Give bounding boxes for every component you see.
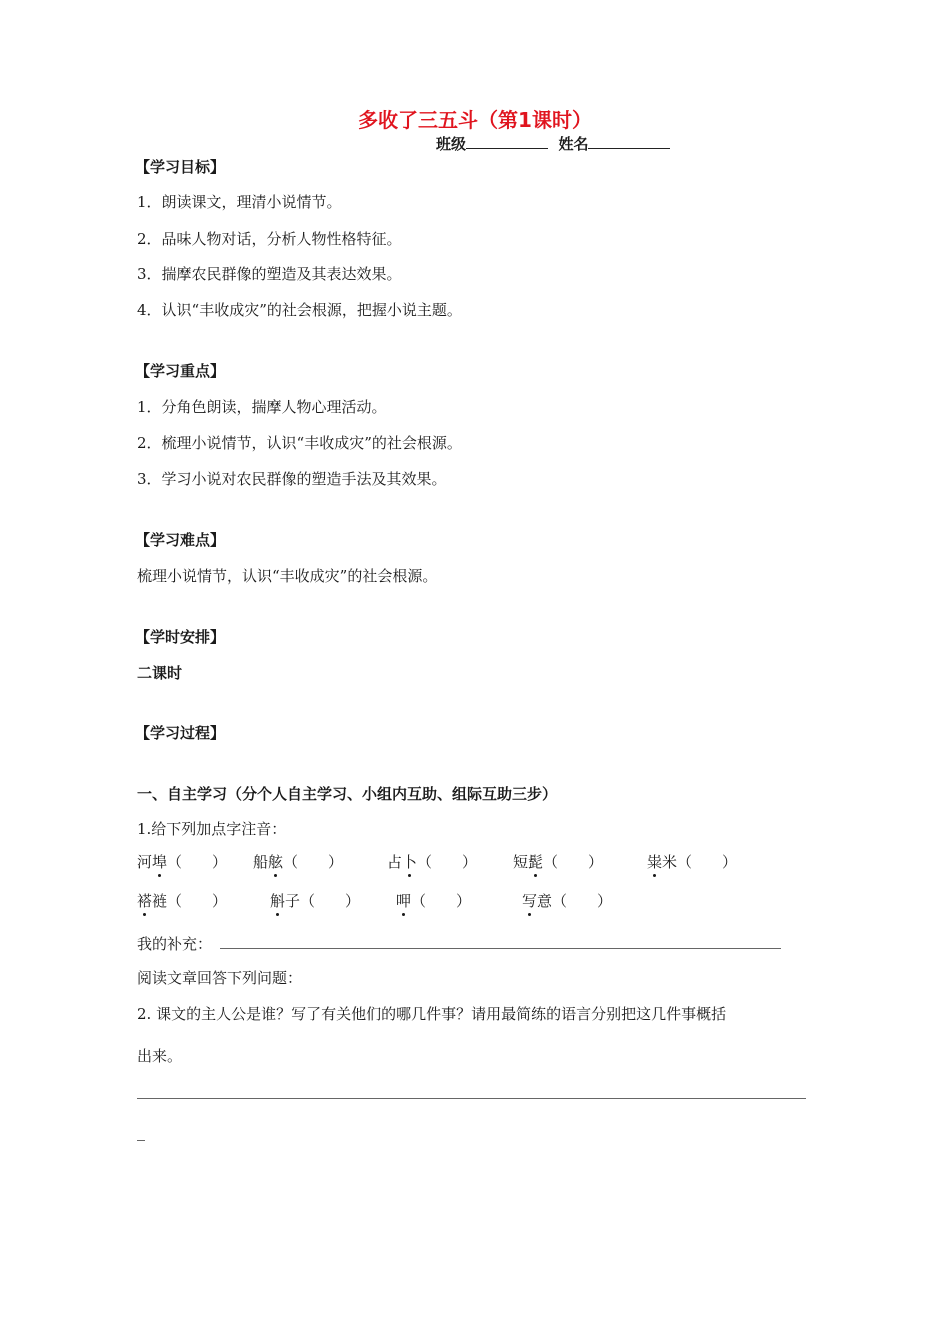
char: 意 <box>537 892 553 910</box>
goal-item: 1．朗读课文，理清小说情节。 <box>137 193 342 211</box>
class-name-line <box>436 133 670 154</box>
pinyin-item <box>396 891 471 911</box>
char: 子 <box>285 892 301 910</box>
answer-blank[interactable]: （ ） <box>543 853 604 871</box>
pinyin-item <box>647 852 737 872</box>
char: 占 <box>387 853 403 871</box>
schedule-text: 二课时 <box>137 664 183 682</box>
dotted-char: 卜 <box>402 853 418 871</box>
pinyin-item <box>253 852 343 872</box>
goal-item: 2．品味人物对话，分析人物性格特征。 <box>137 230 402 248</box>
goal-item: 3．揣摩农民群像的塑造及其表达效果。 <box>137 265 402 283</box>
goal-item: 4．认识“丰收成灾”的社会根源，把握小说主题。 <box>137 301 462 319</box>
pinyin-item <box>387 852 477 872</box>
pinyin-item <box>513 852 603 872</box>
supplement-label: 我的补充： <box>137 935 213 953</box>
pinyin-item <box>137 852 227 872</box>
answer-blank[interactable]: （ ） <box>677 853 738 871</box>
answer-blank[interactable]: （ ） <box>411 892 472 910</box>
pinyin-item <box>137 891 227 911</box>
q1-prompt: 1.给下列加点字注音： <box>137 820 287 838</box>
pinyin-item <box>522 891 612 911</box>
dotted-char: 舷 <box>268 853 284 871</box>
dotted-char: 写 <box>522 892 538 910</box>
dotted-char: 粜 <box>647 853 663 871</box>
dotted-char: 斛 <box>270 892 286 910</box>
section1-heading: 一、自主学习（分个人自主学习、小组内互助、组际互助三步） <box>137 785 558 803</box>
char: 裢 <box>152 892 168 910</box>
char: 河 <box>137 853 153 871</box>
answer-line[interactable] <box>137 1098 806 1099</box>
answer-blank[interactable]: （ ） <box>417 853 478 871</box>
answer-line-short[interactable] <box>137 1140 145 1141</box>
process-heading: 【学习过程】 <box>135 724 226 742</box>
answer-blank[interactable]: （ ） <box>283 853 344 871</box>
difficulty-text: 梳理小说情节，认识“丰收成灾”的社会根源。 <box>137 567 438 585</box>
supplement-line[interactable] <box>220 948 781 949</box>
dotted-char: 埠 <box>152 853 168 871</box>
read-prompt: 阅读文章回答下列问题： <box>137 969 303 987</box>
class-blank[interactable] <box>466 134 548 149</box>
char: 短 <box>513 853 529 871</box>
class-label: 班级 <box>436 135 467 153</box>
answer-blank[interactable]: （ ） <box>167 853 228 871</box>
key-point-item: 3．学习小说对农民群像的塑造手法及其效果。 <box>137 470 447 488</box>
key-points-heading: 【学习重点】 <box>135 362 226 380</box>
q2-line1: 2. 课文的主人公是谁？写了有关他们的哪几件事？请用最简练的语言分别把这几件事概括 <box>137 1005 727 1023</box>
schedule-heading: 【学时安排】 <box>135 628 226 646</box>
key-point-item: 1．分角色朗读，揣摩人物心理活动。 <box>137 398 387 416</box>
char: 米 <box>662 853 678 871</box>
pinyin-item <box>270 891 360 911</box>
key-point-item: 2．梳理小说情节，认识“丰收成灾”的社会根源。 <box>137 434 462 452</box>
char: 船 <box>253 853 269 871</box>
goals-heading: 【学习目标】 <box>135 158 226 176</box>
answer-blank[interactable]: （ ） <box>167 892 228 910</box>
name-label: 姓名 <box>558 135 589 153</box>
page-title: 多收了三五斗（第1课时） <box>358 108 592 132</box>
dotted-char: 髭 <box>528 853 544 871</box>
dotted-char: 褡 <box>137 892 153 910</box>
dotted-char: 呷 <box>396 892 412 910</box>
q2-line2: 出来。 <box>137 1047 183 1065</box>
answer-blank[interactable]: （ ） <box>552 892 613 910</box>
answer-blank[interactable]: （ ） <box>300 892 361 910</box>
difficulty-heading: 【学习难点】 <box>135 531 226 549</box>
name-blank[interactable] <box>588 134 670 149</box>
